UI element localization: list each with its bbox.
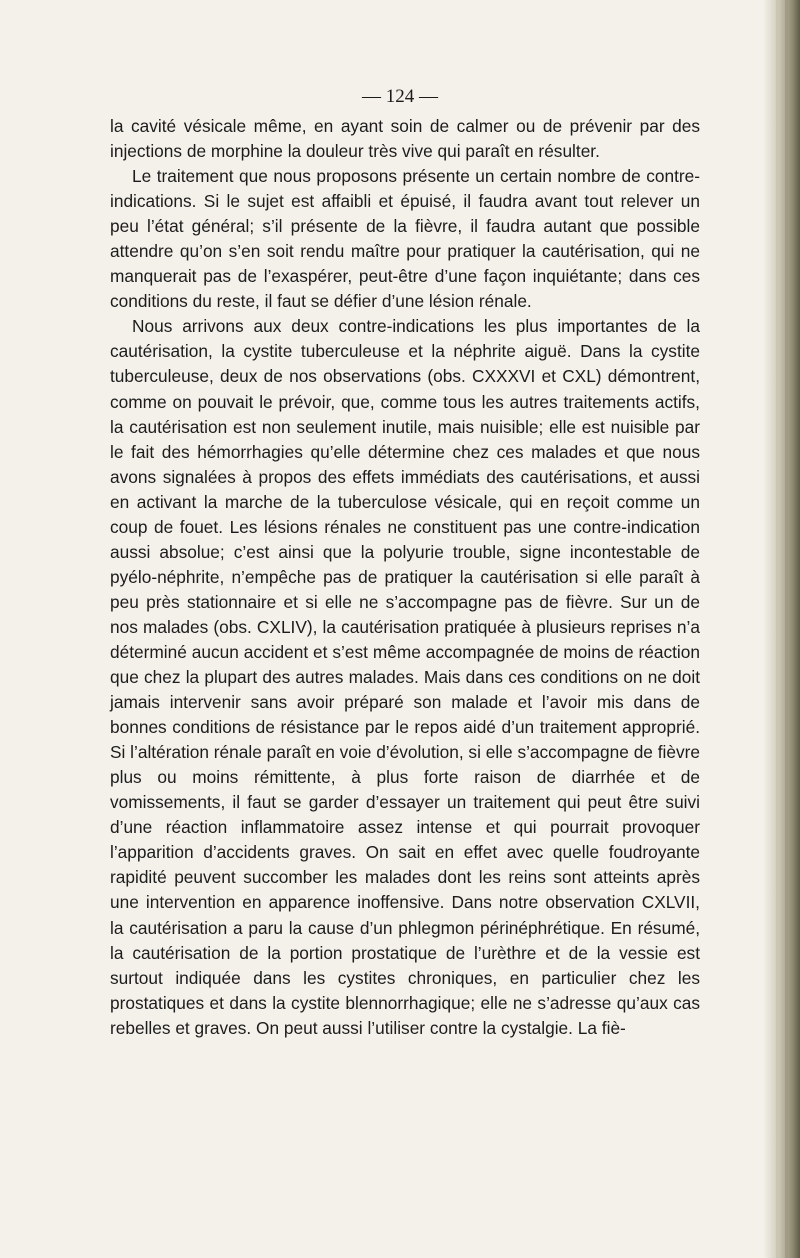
page-edge-strip <box>785 0 788 1258</box>
body-text <box>110 114 700 1041</box>
page-number: — 124 — <box>362 86 438 107</box>
paragraph-continuation: la cavité vésicale même, en ayant soin de calmer ou de prévenir par des injections de morphine la douleur très vive qui paraît en résulter. <box>110 116 700 162</box>
page-edge-shadow <box>764 0 800 1258</box>
paragraph-cystite-tuberculeuse: Nous arrivons aux deux contre-indications les plus importantes de la cautérisation, la cystite tuberculeuse et la néphrite aiguë. Dans la cystite tuberculeuse, deux de nos observations (obs. CXXXVI et CXL) démontrent, comme on pouvait le prévoir, que, comme tous les autres traitements actifs, la cautérisation est non seulement inutile, mais nuisible; elle est nuisible par le fait des hémorrhagies qu’elle détermine chez ces malades et que nous avons signalées à propos des effets immédiats des cautérisations, et aussi en activant la marche de la tuberculose vésicale, qui en reçoit comme un coup de fouet. Les lésions rénales ne constituent pas une contre-indication aussi absolue; c’est ainsi que la polyurie trouble, signe incontestable de pyélo-néphrite, n’empêche pas de pratiquer la cautérisation si elle paraît à peu près stationnaire et si elle ne s’accompagne pas de fièvre. Sur un de nos malades (obs. CXLIV), la cautérisation pratiquée à plusieurs reprises n’a déterminé aucun accident et s’est même accompagnée de moins de réaction que chez la plupart des autres malades. Mais dans ces conditions on ne doit jamais intervenir sans avoir préparé son malade et l’avoir mis dans de bonnes conditions de résistance par le repos aidé d’un traitement approprié. Si l’altération rénale paraît en voie d’évolution, si elle s’accompagne de fièvre plus ou moins rémittente, à plus forte raison de diarrhée et de vomissements, il faut se garder d’essayer un traitement qui peut être suivi d’une réaction inflammatoire assez intense et qui pourrait provoquer l’apparition d’accidents graves. On sait en effet avec quelle foudroyante rapidité peuvent succomber les malades dont les reins sont atteints après une intervention en apparence inoffensive. Dans notre observation CXLVII, la cautérisation a paru la cause d’un phlegmon périnéphrétique. En résumé, la cautérisation de la portion prostatique de l’urèthre et de la vessie est surtout indiquée dans les cystites chroniques, en particulier chez les prostatiques et dans la cystite blennorrhagique; elle ne s’adresse qu’aux cas rebelles et graves. On peut aussi l’utiliser contre la cystalgie. La fiè- <box>110 316 700 1038</box>
page-edge-strip-light <box>776 0 778 1258</box>
paragraph-contre-indications: Le traitement que nous proposons présente un certain nombre de contre-indications. Si le sujet est affaibli et épuisé, il faudra avant tout relever un peu l’état général; s’il présente de la fièvre, il faudra autant que possible attendre qu’on s’en soit rendu maître pour pratiquer la cautérisation, qui ne manquerait pas de l’exaspérer, peut-être d’une façon inquiétante; dans ces conditions du reste, il faut se défier d’une lésion rénale. <box>110 166 700 312</box>
